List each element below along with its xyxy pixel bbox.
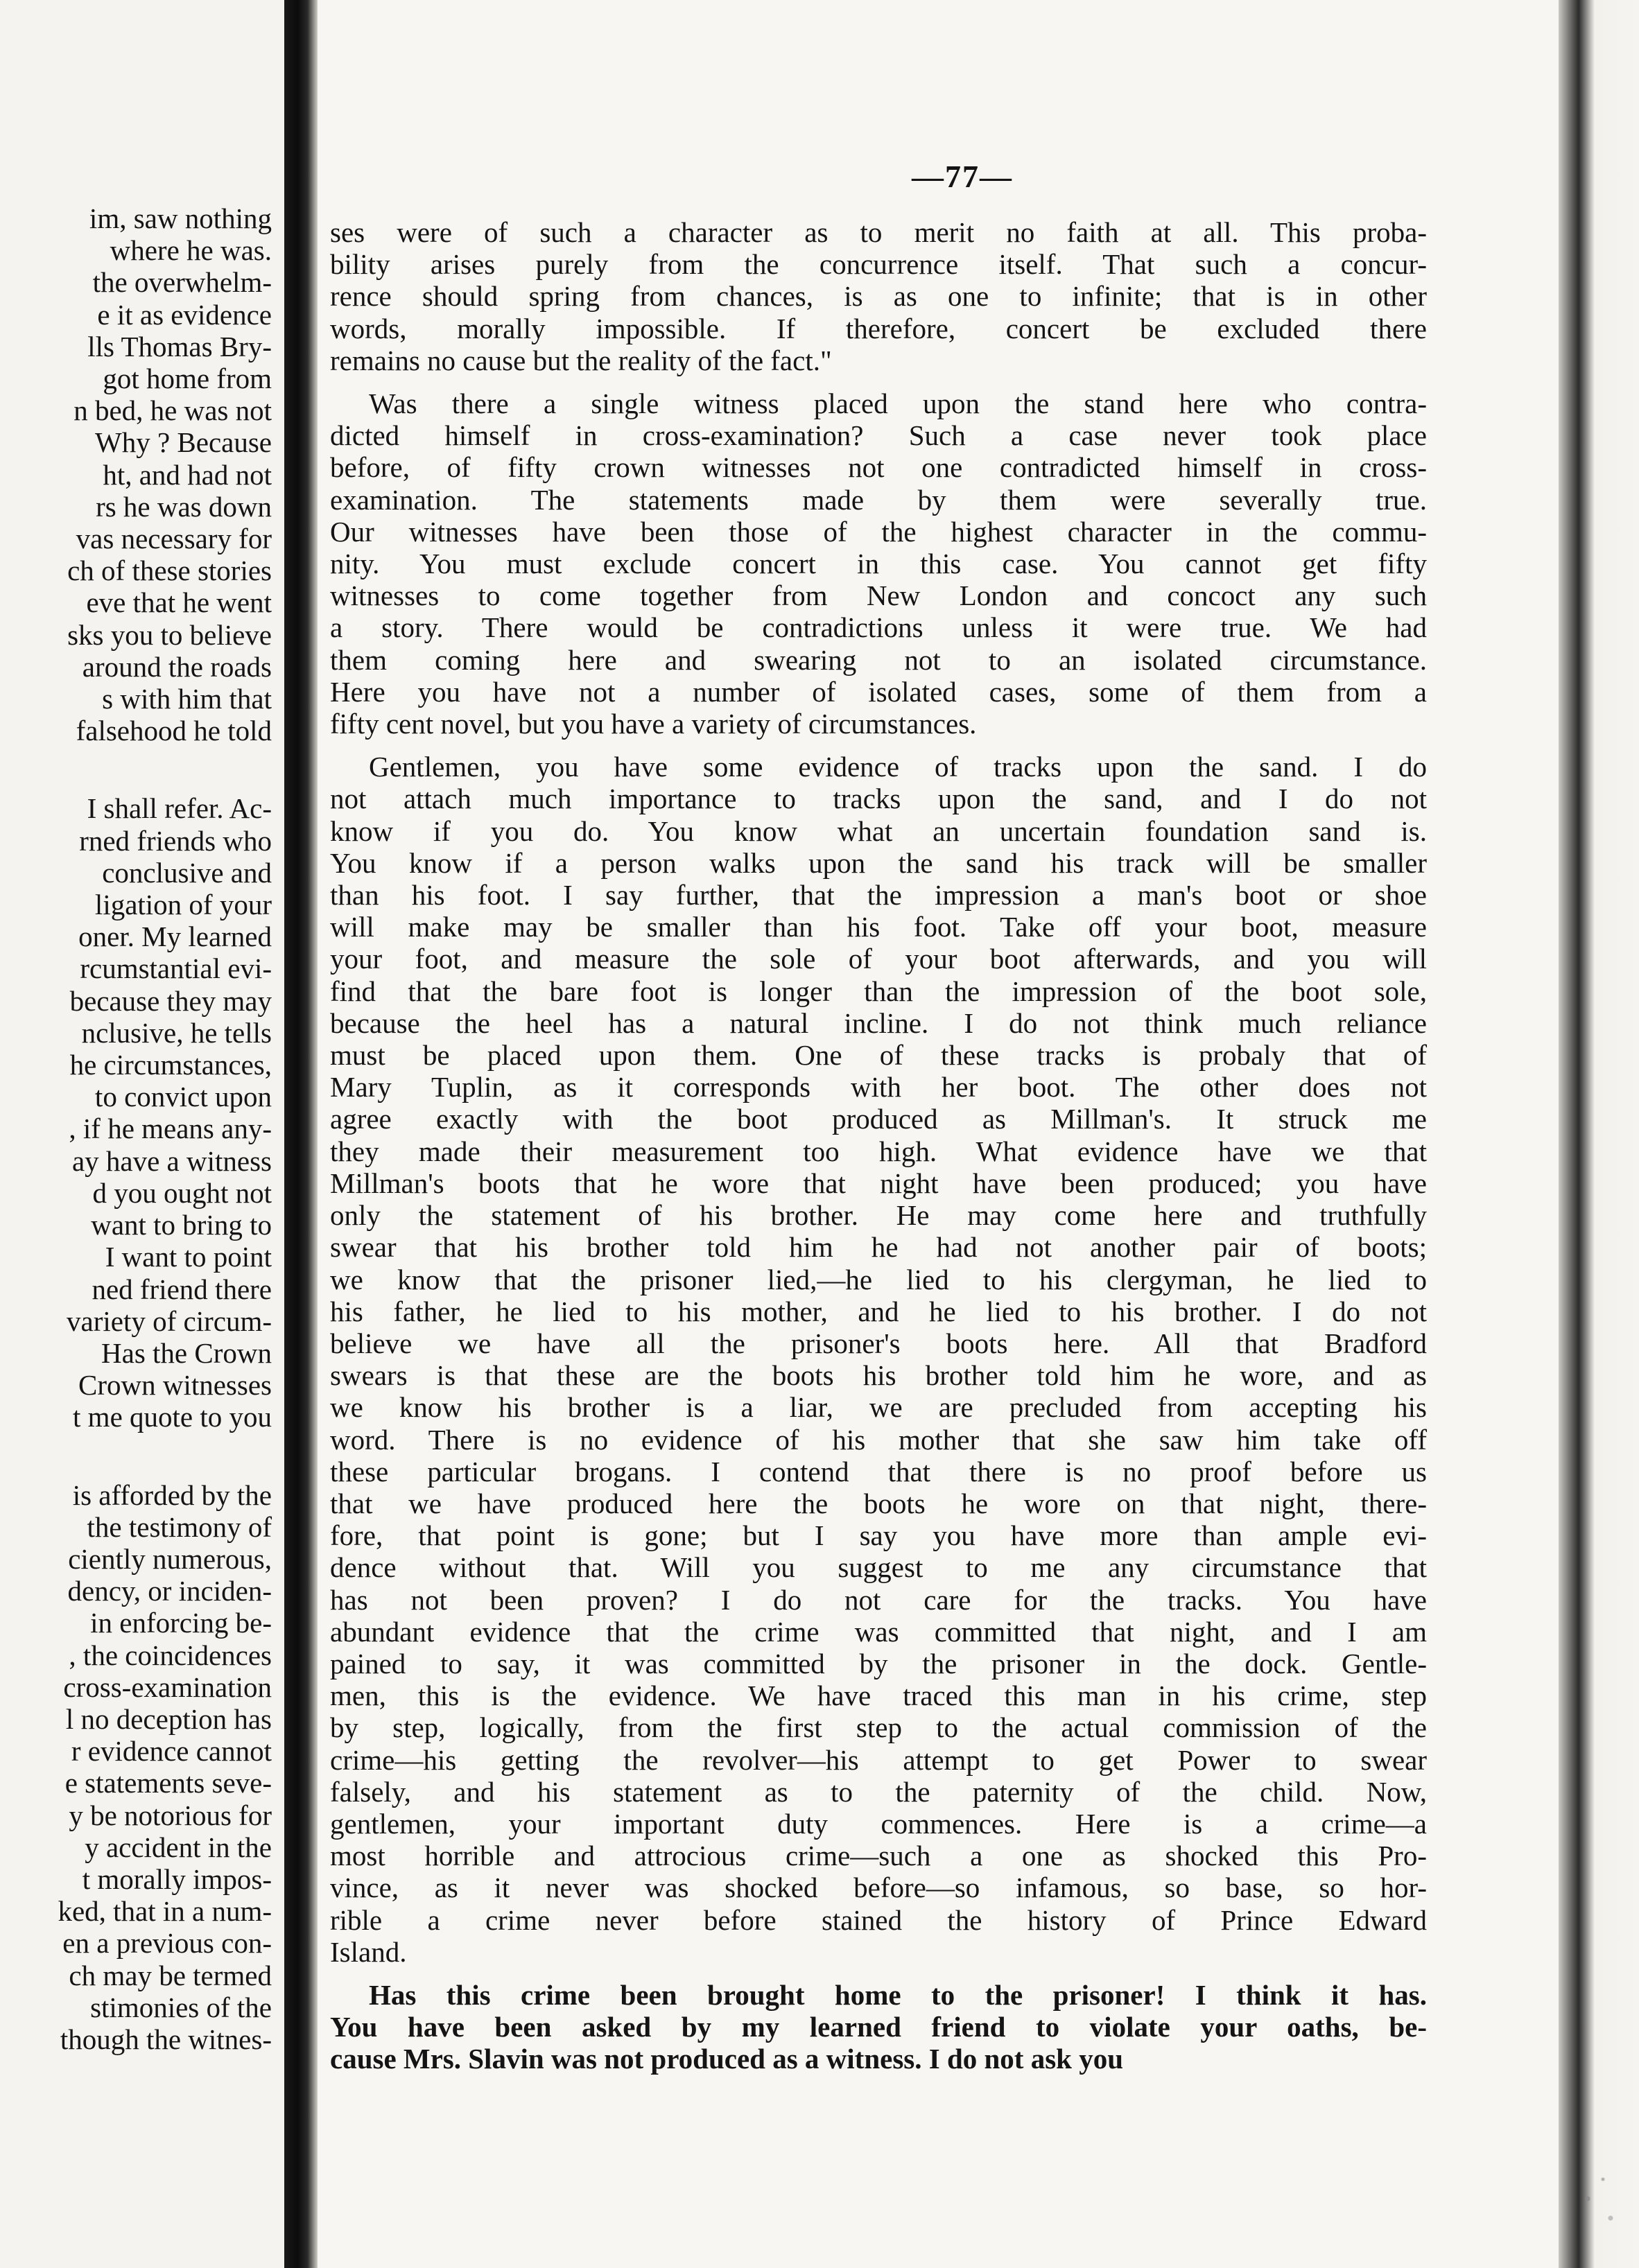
text-line: swears is that these are the boots his brother told him he wore, and as [330,1359,1427,1392]
text-line: than his foot. I say further, that the impression a man's boot or shoe [330,879,1427,911]
left-fragment-line: I want to point [105,1241,272,1273]
text-line: by step, logically, from the first step to the actual commission of the [330,1711,1427,1744]
text-line: Island. [330,1935,407,1968]
text-line: witnesses to come together from New London and concoct any such [330,579,1427,612]
left-fragment-line: t morally impos- [82,1863,272,1895]
text-line: ses were of such a character as to merit no faith at all. This proba- [330,216,1427,248]
left-fragment-line: y be notorious for [69,1799,272,1831]
text-line: because the heel has a natural incline. I do not think much reliance [330,1006,1427,1039]
left-fragment-line: cross-examination [63,1671,272,1703]
left-fragment-line: around the roads [82,650,272,683]
left-fragment-line: falsehood he told [76,715,272,747]
text-line: crime—his getting the revolver—his attempt to get Power to swear [330,1743,1427,1776]
text-line: must be placed upon them. One of these tracks is probaly that of [330,1039,1427,1072]
text-line: word. There is no evidence of his mother that she saw him take off [330,1423,1427,1456]
left-fragment-line: r evidence cannot [71,1735,272,1768]
left-fragment-line: the testimony of [87,1510,272,1543]
text-line: gentlemen, your important duty commences. Here is a crime—a [330,1807,1427,1840]
text-line: know if you do. You know what an uncertain foundation sand is. [330,814,1427,847]
text-line: pained to say, it was committed by the prisoner in the dock. Gentle- [330,1647,1427,1680]
text-line: swear that his brother told him he had not another pair of boots; [330,1231,1427,1264]
text-line: fifty cent novel, but you have a variety of circumstances. [330,708,977,740]
text-line: most horrible and attrocious crime—such a one as shocked this Pro- [330,1840,1427,1872]
left-fragment-line: s with him that [102,683,272,715]
text-line: fore, that point is gone; but I say you have more than ample evi- [330,1519,1427,1552]
text-line: these particular brogans. I contend that there is no proof before us [330,1455,1427,1488]
text-line: vince, as it never was shocked before—so infamous, so base, so hor- [330,1872,1427,1904]
left-fragment-line: where he was. [110,234,272,267]
text-line: You know if a person walks upon the sand his track will be smaller [330,846,1427,879]
text-line: we know that the prisoner lied,—he lied to his clergyman, he lied to [330,1263,1427,1296]
text-line: nity. You must exclude concert in this case. You cannot get fifty [330,548,1427,580]
left-fragment-line: he circumstances, [69,1049,272,1081]
text-line: we know his brother is a liar, we are precluded from accepting his [330,1391,1427,1424]
left-fragment-line: conclusive and [102,856,272,889]
text-line: dicted himself in cross-examination? Such a case never took place [330,419,1427,452]
left-fragment-line: I shall refer. Ac- [87,792,272,825]
left-fragment-line: dency, or inciden- [67,1575,272,1607]
left-fragment-line: got home from [103,363,272,395]
left-fragment-line: , if he means any- [69,1113,272,1145]
text-line: his father, he lied to his mother, and he lied to his brother. I do not [330,1295,1427,1327]
left-fragment-line: Has the Crown [101,1336,272,1369]
paragraph [330,387,1427,740]
left-fragment-line: want to bring to [91,1209,272,1241]
left-fragment-line: Crown witnesses [78,1369,272,1402]
text-line: Has this crime been brought home to the prisoner! I think it has. [369,1978,1427,2011]
left-fragment-line: sks you to believe [67,618,272,651]
paper-speckle [1557,2150,1633,2247]
left-fragment-line: nclusive, he tells [81,1016,272,1049]
text-line: them coming here and swearing not to an isolated circumstance. [330,643,1427,676]
left-fragment-line: vas necessary for [76,523,272,555]
left-fragment-line: e statements seve- [64,1767,272,1799]
left-fragment-line: to convict upon [94,1081,272,1113]
left-fragment-line: ligation of your [94,889,272,921]
text-line: abundant evidence that the crime was committed that night, and I am [330,1615,1427,1648]
left-fragment-line: eve that he went [86,586,272,619]
text-line: Here you have not a number of isolated cases, some of them from a [330,675,1427,708]
left-fragment-line: rned friends who [79,824,272,857]
paragraph [330,1979,1427,2075]
left-fragment-line: though the witnes- [60,2023,272,2055]
text-line: Our witnesses have been those of the highest character in the commu- [330,515,1427,548]
left-fragment-line: ay have a witness [71,1144,272,1177]
text-line: Mary Tuplin, as it corresponds with her boot. The other does not [330,1071,1427,1104]
text-line: rible a crime never before stained the history of Prince Edward [330,1903,1427,1936]
left-fragment-line: the overwhelm- [92,266,272,299]
left-fragment-line: in enforcing be- [90,1607,272,1639]
text-line: rence should spring from chances, is as one to infinite; that is in other [330,280,1427,313]
text-line: not attach much importance to tracks upon the sand, and I do not [330,783,1427,815]
left-fragment-line: im, saw nothing [89,202,272,234]
left-fragment-line: ch of these stories [67,555,272,587]
left-fragment-line: l no deception has [65,1702,272,1735]
text-line: men, this is the evidence. We have traced this man in his crime, step [330,1680,1427,1712]
text-line: examination. The statements made by them were severally true. [330,483,1427,516]
left-fragment-line: ciently numerous, [68,1542,272,1575]
text-line: they made their measurement too high. What evidence have we that [330,1135,1427,1167]
right-page [318,0,1559,2268]
left-fragment-line: n bed, he was not [73,394,272,427]
paragraph-gap [0,747,272,792]
text-line: agree exactly with the boot produced as Millman's. It struck me [330,1103,1427,1135]
text-line: bility arises purely from the concurrence itself. That such a concur- [330,248,1427,281]
page-edge [1559,0,1639,2268]
text-line: remains no cause but the reality of the fact." [330,344,832,376]
text-line: find that the bare foot is longer than the impression of the boot sole, [330,975,1427,1007]
left-fragment-line: , the coincidences [69,1639,272,1671]
text-line: cause Mrs. Slavin was not produced as a witness. I do not ask you [330,2043,1124,2075]
left-fragment-line: e it as evidence [97,298,272,331]
left-fragment-line: ht, and had not [103,458,272,491]
left-fragment-line: ked, that in a num- [58,1895,272,1928]
left-fragment-line: variety of circum- [67,1305,272,1337]
book-gutter-shadow [284,0,318,2268]
text-line: that we have produced here the boots he wore on that night, there- [330,1487,1427,1519]
text-line: words, morally impossible. If therefore, concert be excluded there [330,312,1427,344]
left-page [0,0,284,2268]
left-fragment-line: en a previous con- [62,1927,272,1960]
left-fragment-line: lls Thomas Bry- [87,330,272,363]
left-fragment-line: is afforded by the [72,1478,272,1511]
page-body-text [330,216,1427,2086]
page-number: —77— [912,159,1013,194]
left-fragment-line: because they may [69,984,272,1017]
text-line: Gentlemen, you have some evidence of tracks upon the sand. I do [369,751,1427,783]
left-fragment-line: Why ? Because [95,426,272,459]
left-fragment-line: y accident in the [85,1831,272,1863]
text-line: dence without that. Will you suggest to me any circumstance that [330,1551,1427,1584]
text-line: Millman's boots that he wore that night have been produced; you have [330,1167,1427,1199]
left-fragment-line: oner. My learned [78,921,272,953]
left-page-text-fragment [0,202,272,2055]
left-fragment-line: t me quote to you [73,1401,272,1433]
left-fragment-line: ch may be termed [69,1959,272,1991]
paragraph [330,216,1427,376]
text-line: before, of fifty crown witnesses not one contradicted himself in cross- [330,451,1427,484]
paragraph-gap [0,1433,272,1479]
text-line: will make may be smaller than his foot. Take off your boot, measure [330,911,1427,943]
text-line: has not been proven? I do not care for the tracks. You have [330,1583,1427,1616]
text-line: your foot, and measure the sole of your boot afterwards, and you will [330,943,1427,975]
left-fragment-line: stimonies of the [90,1991,272,2023]
paragraph [330,751,1427,1968]
left-fragment-line: ned friend there [92,1273,272,1305]
text-line: Was there a single witness placed upon the stand here who contra- [369,387,1427,420]
text-line: falsely, and his statement as to the paternity of the child. Now, [330,1775,1427,1808]
left-fragment-line: d you ought not [92,1176,272,1209]
text-line: only the statement of his brother. He may come here and truthfully [330,1199,1427,1232]
left-fragment-line: rs he was down [96,490,272,523]
text-line: believe we have all the prisoner's boots here. All that Bradford [330,1327,1427,1359]
text-line: a story. There would be contradictions unless it were true. We had [330,611,1427,644]
left-fragment-line: rcumstantial evi- [80,952,272,985]
text-line: You have been asked by my learned friend to violate your oaths, be- [330,2011,1427,2043]
